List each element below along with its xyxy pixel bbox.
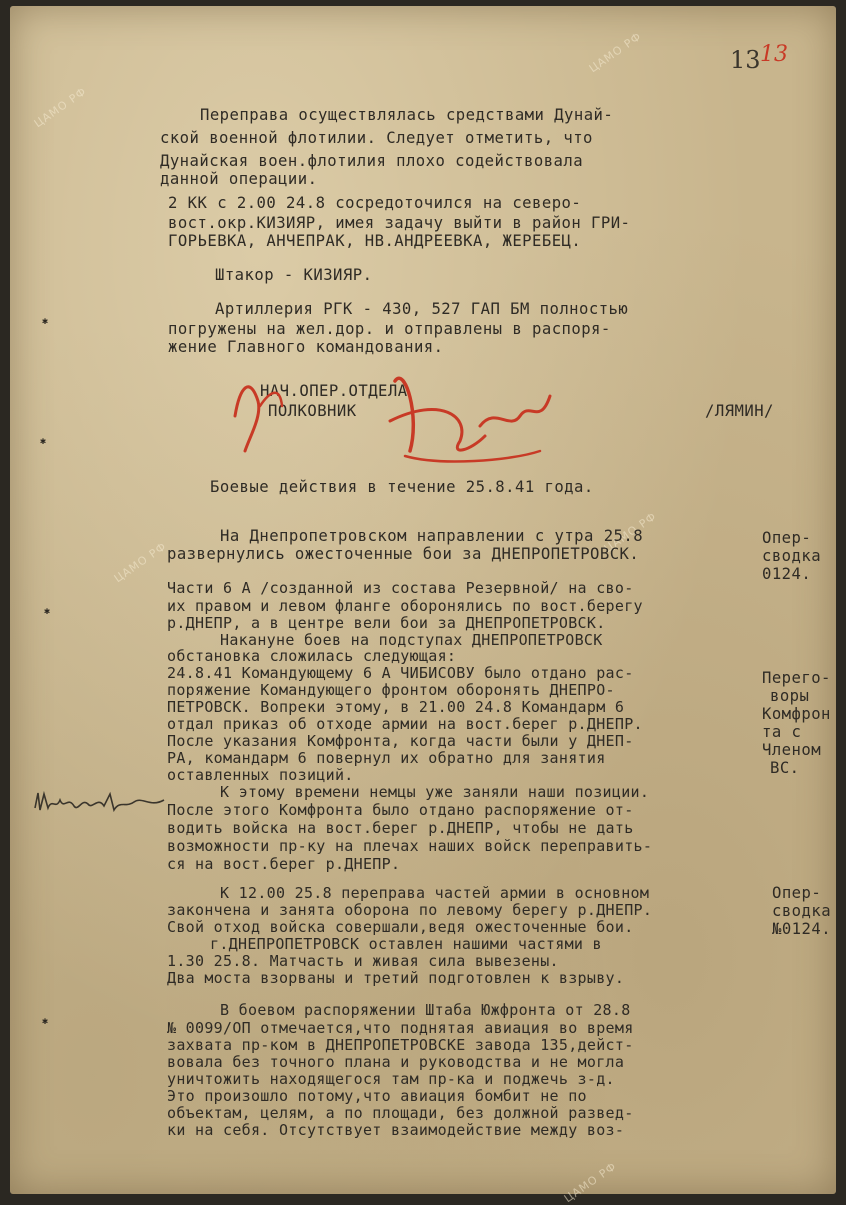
text-line: захвата пр-ком в ДНЕПРОПЕТРОВСКЕ завода 135,дейст-: [167, 1036, 634, 1054]
binding-hole-icon: ✱: [44, 606, 51, 617]
text-line: возможности пр-ку на плечах наших войск переправить-: [167, 837, 653, 855]
text-line: данной операции.: [160, 170, 318, 188]
archive-watermark: ЦАМО РФ: [111, 539, 170, 586]
page-number: 13: [730, 46, 761, 74]
handwritten-margin-note-icon: [30, 788, 170, 818]
binding-hole-icon: ✱: [42, 316, 49, 327]
text-line: поряжение Командующего фронтом оборонять ДНЕПРО-: [167, 681, 615, 699]
text-line: В боевом распоряжении Штаба Южфронта от 28.8: [220, 1001, 631, 1019]
text-line: объектам, целям, а по площади, без должной развед-: [167, 1104, 634, 1122]
margin-note: ВС.: [770, 759, 800, 777]
text-line: ся на вост.берег р.ДНЕПР.: [167, 855, 401, 873]
archive-watermark: ЦАМО РФ: [31, 84, 90, 131]
margin-note: Комфрон: [762, 705, 831, 723]
binding-hole-icon: ✱: [42, 1016, 49, 1027]
text-line: уничтожить находящегося там пр-ка и поджечь з-д.: [167, 1070, 615, 1088]
margin-note: сводка: [772, 902, 832, 920]
margin-note: та с: [762, 723, 802, 741]
section-heading: Боевые действия в течение 25.8.41 года.: [210, 478, 594, 496]
text-line: Накануне боев на подступах ДНЕПРОПЕТРОВСК: [220, 631, 603, 649]
red-signature-icon: [210, 356, 570, 476]
text-line: ской военной флотилии. Следует отметить, что: [160, 129, 593, 147]
text-line: РА, командарм 6 повернул их обратно для занятия: [167, 749, 606, 767]
text-line: развернулись ожесточенные бои за ДНЕПРОПЕТРОВСК.: [167, 545, 640, 563]
text-line: Переправа осуществлялась средствами Дунай-: [200, 106, 614, 124]
text-line: погружены на жел.дор. и отправлены в распоря-: [168, 320, 611, 338]
document-page: [10, 6, 836, 1205]
text-line: их правом и левом фланге оборонялись по вост.берегу: [167, 597, 643, 615]
margin-note: Перего-: [762, 669, 831, 687]
signature-name: /ЛЯМИН/: [705, 402, 774, 420]
text-line: № 0099/ОП отмечается,что поднятая авиация во время: [167, 1019, 634, 1037]
text-line: жение Главного командования.: [168, 338, 444, 356]
archive-watermark: ЦАМО РФ: [586, 29, 645, 76]
margin-note: Опер-: [772, 884, 822, 902]
signature-rank: ПОЛКОВНИК: [268, 402, 357, 420]
text-line: Дунайская воен.флотилия плохо содействовала: [160, 152, 584, 170]
text-line: Артиллерия РГК - 430, 527 ГАП БМ полностью: [215, 300, 629, 318]
text-line: ки на себя. Отсутствует взаимодействие между воз-: [167, 1121, 625, 1139]
text-line: ГОРЬЕВКА, АНЧЕПРАК, НВ.АНДРЕЕВКА, ЖЕРЕБЕЦ.: [168, 232, 582, 250]
text-line: К этому времени немцы уже заняли наши позиции.: [220, 783, 650, 801]
text-line: 1.30 25.8. Матчасть и живая сила вывезены.: [167, 952, 559, 970]
archive-watermark: ЦАМО РФ: [561, 1159, 620, 1205]
margin-note: Членом: [762, 741, 822, 759]
text-line: 2 КК с 2.00 24.8 сосредоточился на северо-: [168, 194, 582, 212]
text-line: вост.окр.КИЗИЯР, имея задачу выйти в район ГРИ-: [168, 214, 631, 232]
text-line: водить войска на вост.берег р.ДНЕПР, чтобы не дать: [167, 819, 634, 837]
margin-note: №0124.: [772, 920, 832, 938]
margin-note: Опер-: [762, 529, 812, 547]
margin-note: воры: [770, 687, 810, 705]
text-line: оставленных позиций.: [167, 766, 354, 784]
text-line: После этого Комфронта было отдано распоряжение от-: [167, 801, 634, 819]
text-line: На Днепропетровском направлении с утра 25.8: [220, 527, 644, 545]
text-line: К 12.00 25.8 переправа частей армии в основном: [220, 884, 650, 902]
text-line: обстановка сложилась следующая:: [167, 647, 457, 665]
margin-note: сводка: [762, 547, 822, 565]
text-line: Штакор - КИЗИЯР.: [215, 266, 373, 284]
text-line: г.ДНЕПРОПЕТРОВСК оставлен нашими частями в: [210, 935, 602, 953]
text-line: р.ДНЕПР, а в центре вели бои за ДНЕПРОПЕТРОВСК.: [167, 614, 606, 632]
archive-page-number: 13: [760, 42, 788, 67]
binding-hole-icon: ✱: [40, 436, 47, 447]
archive-watermark: ЦАМО РФ: [601, 509, 660, 556]
text-line: вовала без точного плана и руководства и не могла: [167, 1053, 625, 1071]
text-line: ПЕТРОВСК. Вопреки этому, в 21.00 24.8 Командарм 6: [167, 698, 625, 716]
text-line: Два моста взорваны и третий подготовлен к взрыву.: [167, 969, 625, 987]
signature-title: НАЧ.ОПЕР.ОТДЕЛА: [260, 382, 408, 400]
text-line: После указания Комфронта, когда части были у ДНЕП-: [167, 732, 634, 750]
text-line: закончена и занята оборона по левому берегу р.ДНЕПР.: [167, 901, 653, 919]
text-line: Части 6 А /созданной из состава Резервной/ на сво-: [167, 579, 634, 597]
text-line: 24.8.41 Командующему 6 А ЧИБИСОВУ было отдано рас-: [167, 664, 634, 682]
text-line: Это произошло потому,что авиация бомбит не по: [167, 1087, 587, 1105]
text-line: отдал приказ об отходе армии на вост.берег р.ДНЕПР.: [167, 715, 643, 733]
margin-note: 0124.: [762, 565, 812, 583]
text-line: Свой отход войска совершали,ведя ожесточенные бои.: [167, 918, 634, 936]
